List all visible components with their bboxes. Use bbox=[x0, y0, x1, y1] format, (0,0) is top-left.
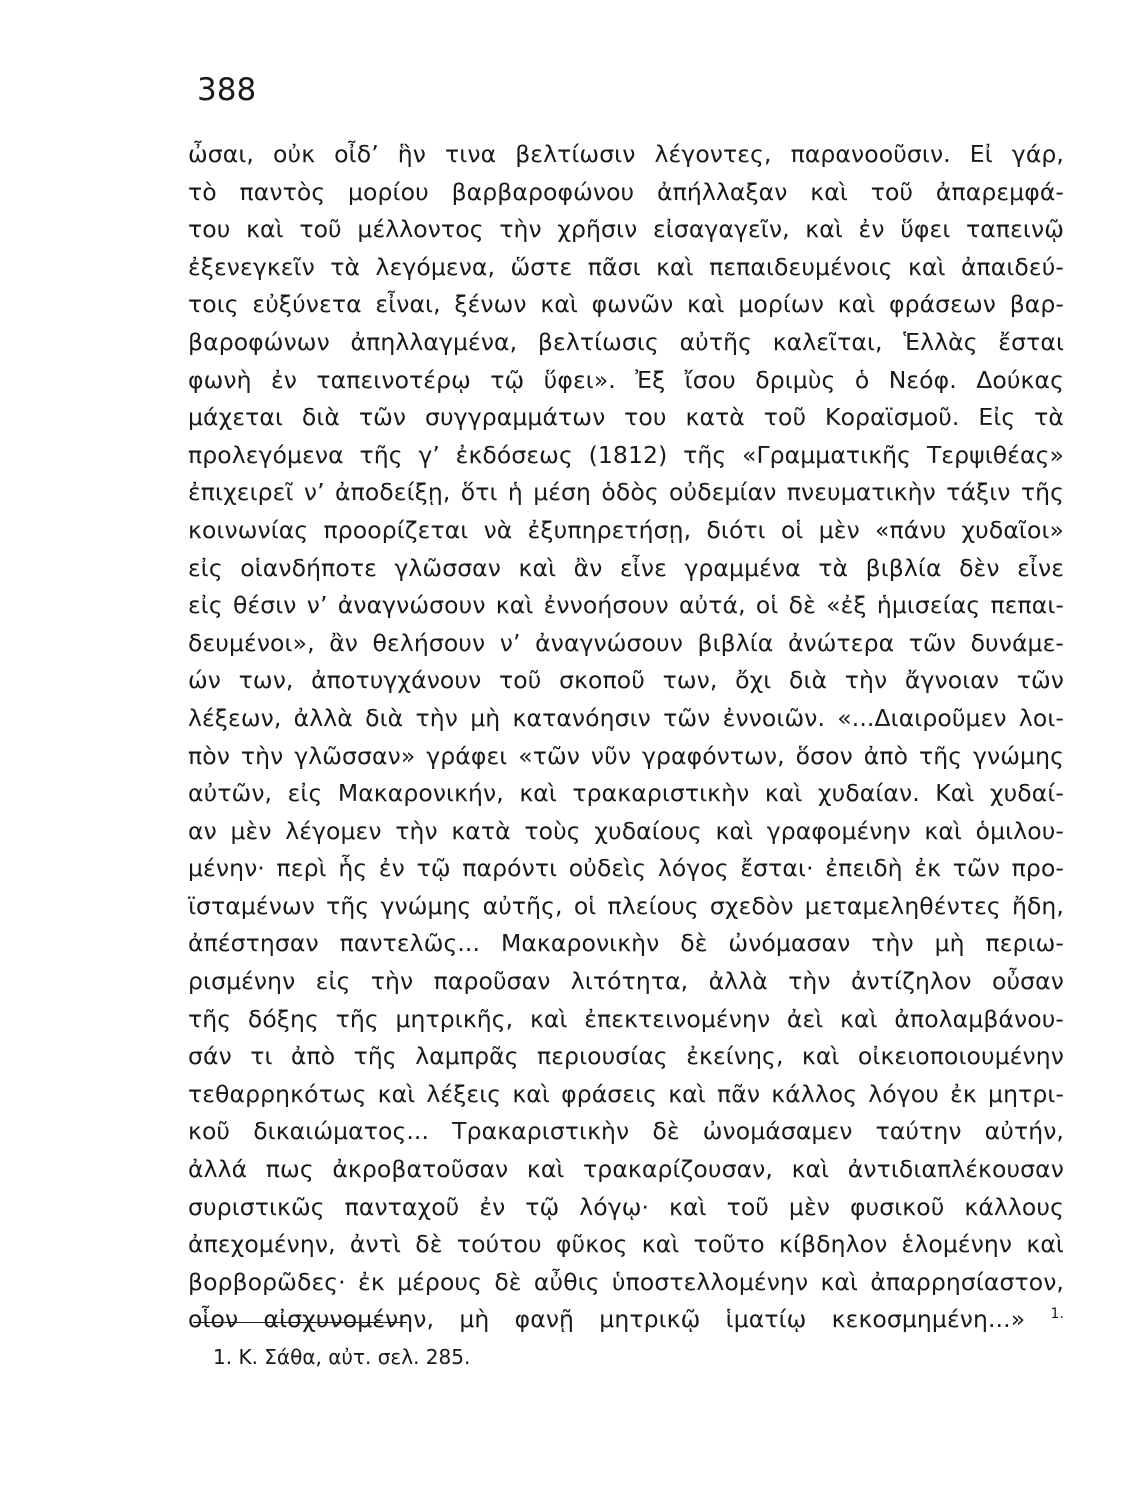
text-line-content: οἷον αἰσχυνομένην, μὴ φανῇ μητρικῷ ἱματίῳ κεκοσμημένη...» bbox=[188, 1305, 1026, 1334]
body-text bbox=[188, 136, 1064, 1339]
text-line: ὦσαι, οὐκ οἶδ’ ἣν τινα βελτίωσιν λέγοντες, παρανοοῦσιν. Εἰ γάρ, bbox=[188, 140, 1064, 168]
text-line: κοινωνίας προορίζεται νὰ ἐξυπηρετήσῃ, διότι οἱ μὲν «πάνυ χυδαῖοι» bbox=[188, 515, 1064, 544]
text-line: λέξεων, ἀλλὰ διὰ τὴν μὴ κατανόησιν τῶν ἐννοιῶν. «...Διαιροῦμεν λοι- bbox=[188, 703, 1064, 732]
text-line: δευμένοι», ἂν θελήσουν ν’ ἀναγνώσουν βιβλία ἀνώτερα τῶν δυνάμε- bbox=[188, 628, 1064, 657]
text-line: τῆς δόξης τῆς μητρικῆς, καὶ ἐπεκτεινομένην ἀεὶ καὶ ἀπολαμβάνου- bbox=[188, 1004, 1064, 1033]
text-line: ϊσταμένων τῆς γνώμης αὐτῆς, οἱ πλείους σχεδὸν μεταμεληθέντες ἤδη, bbox=[188, 891, 1064, 920]
text-line: ἀλλά πως ἀκροβατοῦσαν καὶ τρακαρίζουσαν, καὶ ἀντιδιαπλέκουσαν bbox=[188, 1155, 1064, 1184]
text-line: εἰς θέσιν ν’ ἀναγνώσουν καὶ ἐννοήσουν αὐτά, οἱ δὲ «ἐξ ἡμισείας πεπαι- bbox=[188, 591, 1064, 620]
text-line: κοῦ δικαιώματος... Τρακαριστικὴν δὲ ὠνομάσαμεν ταύτην αὐτήν, bbox=[188, 1117, 1064, 1146]
text-line: ἐξενεγκεῖν τὰ λεγόμενα, ὥστε πᾶσι καὶ πεπαιδευμένοις καὶ ἀπαιδεύ- bbox=[188, 252, 1064, 281]
text-line: τοις εὐξύνετα εἶναι, ξένων καὶ φωνῶν καὶ μορίων καὶ φράσεων βαρ- bbox=[188, 290, 1064, 319]
text-line: συριστικῶς πανταχοῦ ἐν τῷ λόγῳ· καὶ τοῦ μὲν φυσικοῦ κάλλους bbox=[188, 1192, 1064, 1221]
footnote-divider bbox=[193, 1322, 407, 1323]
footnote-text: Κ. Σάθα, αὐτ. σελ. 285. bbox=[238, 1345, 471, 1369]
text-line: βαροφώνων ἀπηλλαγμένα, βελτίωσις αὐτῆς καλεῖται, Ἑλλὰς ἔσται bbox=[188, 327, 1064, 356]
footnote bbox=[213, 1343, 470, 1371]
text-line: αν μὲν λέγομεν τὴν κατὰ τοὺς χυδαίους καὶ γραφομένην καὶ ὁμιλου- bbox=[188, 816, 1064, 845]
text-line: εἰς οἱανδήποτε γλῶσσαν καὶ ἂν εἶνε γραμμένα τὰ βιβλία δὲν εἶνε bbox=[188, 553, 1064, 582]
text-line: αὐτῶν, εἰς Μακαρονικήν, καὶ τρακαριστικὴν καὶ χυδαίαν. Καὶ χυδαί- bbox=[188, 779, 1064, 808]
text-line: προλεγόμενα τῆς γ’ ἐκδόσεως (1812) τῆς «Γραμματικῆς Τερψιθέας» bbox=[188, 440, 1064, 469]
text-line: μένην· περὶ ἧς ἐν τῷ παρόντι οὐδεὶς λόγος ἔσται· ἐπειδὴ ἐκ τῶν προ- bbox=[188, 854, 1064, 883]
text-line-last bbox=[188, 1301, 1064, 1339]
footnote-number: 1. bbox=[213, 1345, 233, 1369]
text-line: τεθαρρηκότως καὶ λέξεις καὶ φράσεις καὶ πᾶν κάλλος λόγου ἐκ μητρι- bbox=[188, 1079, 1064, 1108]
text-line: σάν τι ἀπὸ τῆς λαμπρᾶς περιουσίας ἐκείνης, καὶ οἰκειοποιουμένην bbox=[188, 1042, 1064, 1071]
text-line: πὸν τὴν γλῶσσαν» γράφει «τῶν νῦν γραφόντων, ὅσον ἀπὸ τῆς γνώμης bbox=[188, 741, 1064, 770]
text-line: ἀπέστησαν παντελῶς... Μακαρονικὴν δὲ ὠνόμασαν τὴν μὴ περιω- bbox=[188, 929, 1064, 958]
text-line: ρισμένην εἰς τὴν παροῦσαν λιτότητα, ἀλλὰ τὴν ἀντίζηλον οὖσαν bbox=[188, 967, 1064, 996]
text-line: τὸ παντὸς μορίου βαρβαροφώνου ἀπήλλαξαν καὶ τοῦ ἀπαρεμφά- bbox=[188, 177, 1064, 206]
text-line: ών των, ἀποτυγχάνουν τοῦ σκοποῦ των, ὄχι διὰ τὴν ἄγνοιαν τῶν bbox=[188, 666, 1064, 695]
text-line: βορβορῶδες· ἐκ μέρους δὲ αὖθις ὑποστελλομένην καὶ ἀπαρρησίαστον, bbox=[188, 1267, 1064, 1296]
text-line: μάχεται διὰ τῶν συγγραμμάτων του κατὰ τοῦ Κοραϊσμοῦ. Εἰς τὰ bbox=[188, 403, 1064, 432]
text-line: φωνὴ ἐν ταπεινοτέρῳ τῷ ὕφει». Ἐξ ἴσου δριμὺς ὁ Νεόφ. Δούκας bbox=[188, 365, 1064, 394]
text-line: του καὶ τοῦ μέλλοντος τὴν χρῆσιν εἰσαγαγεῖν, καὶ ἐν ὕφει ταπεινῷ bbox=[188, 215, 1064, 244]
page-number: 388 bbox=[197, 72, 257, 108]
text-line: ἐπιχειρεῖ ν’ ἀποδείξῃ, ὅτι ἡ μέση ὁδὸς οὐδεμίαν πνευματικὴν τάξιν τῆς bbox=[188, 478, 1064, 507]
footnote-reference: 1. bbox=[1050, 1306, 1064, 1323]
text-line: ἀπεχομένην, ἀντὶ δὲ τούτου φῦκος καὶ τοῦτο κίβδηλον ἑλομένην καὶ bbox=[188, 1230, 1064, 1259]
